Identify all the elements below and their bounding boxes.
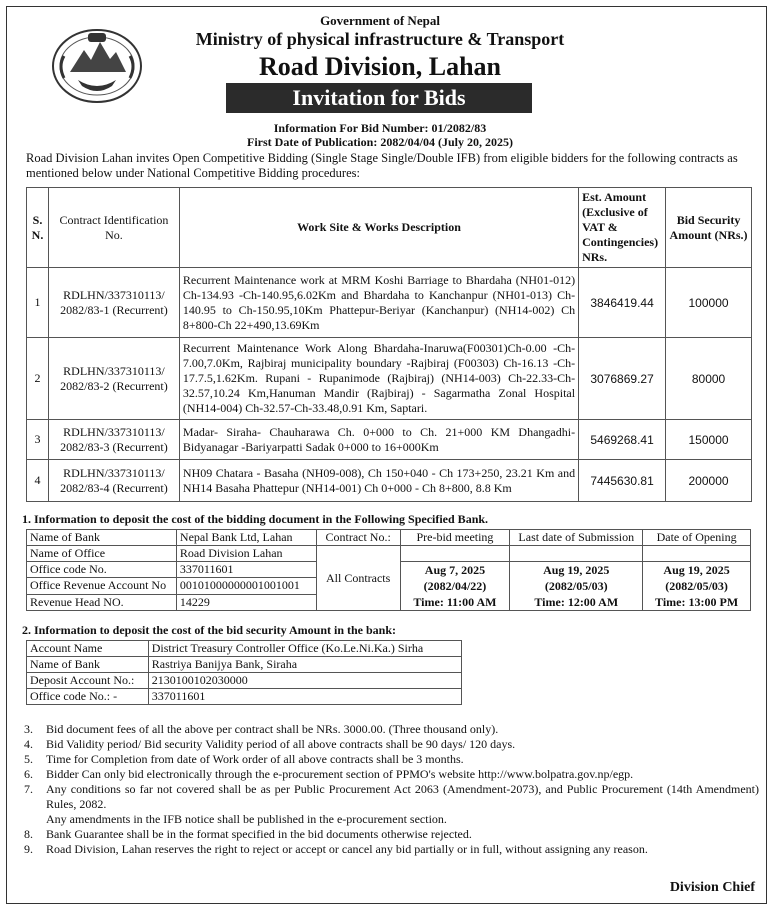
ministry-line: Ministry of physical infrastructure & Transport [195,29,565,49]
row-bid-security: 100000 [666,268,752,338]
row-sn: 1 [27,268,49,338]
note-text: Bank Guarantee shall be in the format specified in the bid documents otherwise rejected. [46,827,472,841]
value-office-code: 337011601 [148,689,461,705]
row-description: Recurrent Maintenance work at MRM Koshi Barriage to Bhardaha (NH01-012) Ch-134.93 -Ch-140.95,6.02Km and Bhardaha to Kanchanpur (NH01-013) Ch-140.95 to Ch-150.95,10Km Phattepur-Beriyar (Kanchanpur) (NH14-002) Ch 8+800-Ch 22+490,13.69Km [179,268,578,338]
office-title: Road Division, Lahan [258,52,502,81]
value-revenue-head: 14229 [176,594,316,610]
value-bank-name: Nepal Bank Ltd, Lahan [176,530,316,546]
bid-security-bank-table [26,640,462,705]
table-row [27,546,751,562]
table-row [27,420,752,460]
row-description: Recurrent Maintenance Work Along Bhardaha-Inaruwa(F00301)Ch-0.00 -Ch-7.00,7.0Km, Rajbiraj municipality boundary -Rajbiraj (F00303) Ch-16.13 -Ch-17.7.5,1.62Km. Rupani - Rupanimode (Rajbiraj) (NH14-003) Ch-22.33-Ch-32.57,10.24 Km,Hanuman Mandir (Rajbiraj) - Sagarmatha Zonal Hospital (NH14-004) Ch-32.57-Ch-33.48,0.91 Km, Saptari. [179,338,578,420]
value-office-code: 337011601 [176,562,316,578]
note-text: Bid Validity period/ Bid security Validity period of all above contracts shall be 90 days/ 120 days. [46,737,516,751]
table-row [27,338,752,420]
note-text: Any amendments in the IFB notice shall be published in the e-procurement section. [46,812,447,826]
note-number: 6. [24,767,33,781]
row-sn: 3 [27,420,49,460]
note-number: 5. [24,752,33,766]
label-submission: Last date of Submission [510,530,643,546]
note-number: 8. [24,827,33,841]
list-item [24,827,759,842]
publication-date: First Date of Publication: 2082/04/04 (July 20, 2025) [247,135,513,149]
row-contract-id: RDLHN/337310113/ 2082/83-4 (Recurrent) [48,460,179,502]
row-contract-id: RDLHN/337310113/ 2082/83-2 (Recurrent) [48,338,179,420]
label-bank-name: Name of Bank [27,530,177,546]
list-item [24,782,759,812]
label-prebid: Pre-bid meeting [400,530,510,546]
value-revenue-account: 00101000000001001001 [176,578,316,594]
value-account-name: District Treasury Controller Office (Ko.Le.Ni.Ka.) Sirha [148,641,461,657]
list-item [24,842,759,857]
submission-date: Aug 19, 2025 [543,563,610,577]
note-text: Time for Completion from date of Work order of all above contracts shall be 3 months. [46,752,464,766]
submission-date-cell [510,562,643,611]
empty-cell [643,546,751,562]
table-row [27,657,462,673]
header-sn: S. N. [27,188,49,268]
table-row [27,460,752,502]
note-number: 7. [24,782,33,796]
opening-time: Time: 13:00 PM [655,595,739,609]
value-bank-name: Rastriya Banijya Bank, Siraha [148,657,461,673]
section2-title: 2. Information to deposit the cost of the bid security Amount in the bank: [22,623,397,637]
row-description: NH09 Chatara - Basaha (NH09-008), Ch 150+040 - Ch 173+250, 23.21 Km and NH14 Basaha Phattepur (NH14-001) Ch 0+000 - Ch 8+800, 8.8 Km [179,460,578,502]
table-row [27,268,752,338]
list-item [24,722,759,737]
row-sn: 4 [27,460,49,502]
table-row [27,530,751,546]
nepal-emblem-icon [50,26,144,104]
row-contract-id: RDLHN/337310113/ 2082/83-3 (Recurrent) [48,420,179,460]
government-line: Government of Nepal [320,13,440,28]
label-opening: Date of Opening [643,530,751,546]
submission-time: Time: 12:00 AM [534,595,619,609]
invitation-banner: Invitation for Bids [226,83,532,113]
prebid-time: Time: 11:00 AM [413,595,497,609]
note-number: 9. [24,842,33,856]
row-est-amount: 3846419.44 [579,268,666,338]
bank-info-table [26,529,751,611]
list-item [24,737,759,752]
header-contract-id: Contract Identification No. [48,188,179,268]
header-est-amount: Est. Amount (Exclusive of VAT & Contingencies) NRs. [579,188,666,268]
empty-cell [400,546,510,562]
row-contract-id: RDLHN/337310113/ 2082/83-1 (Recurrent) [48,268,179,338]
header-description: Work Site & Works Description [179,188,578,268]
prebid-nepali-date: (2082/04/22) [423,579,487,593]
note-number: 3. [24,722,33,736]
label-revenue-head: Revenue Head NO. [27,594,177,610]
intro-paragraph: Road Division Lahan invites Open Competitive Bidding (Single Stage Single/Double IFB) from eligible bidders for the following contracts as mentioned below under National Competitive Bidding procedures: [26,151,738,180]
table-row [27,689,462,705]
row-bid-security: 200000 [666,460,752,502]
signature-title: Division Chief [669,880,755,895]
section1-title: 1. Information to deposit the cost of the bidding document in the Following Specified Bank. [22,512,489,526]
label-office-name: Name of Office [27,546,177,562]
opening-date-cell [643,562,751,611]
list-item [24,767,759,782]
opening-nepali-date: (2082/05/03) [665,579,728,593]
contracts-table [26,187,752,502]
row-est-amount: 7445630.81 [579,460,666,502]
row-est-amount: 3076869.27 [579,338,666,420]
note-text: Bidder Can only bid electronically through the e-procurement section of PPMO's website http://www.bolpatra.gov.np/egp. [46,767,634,781]
list-item [24,752,759,767]
row-description: Madar- Siraha- Chauharawa Ch. 0+000 to Ch. 21+000 KM Dhangadhi-Bidyanagar -Bariyarpatti Sadak 0+000 to 16+000Km [179,420,578,460]
label-deposit-account: Deposit Account No.: [27,673,149,689]
table-row [27,641,462,657]
value-contracts: All Contracts [316,546,400,611]
label-office-code: Office code No.: - [27,689,149,705]
label-revenue-account: Office Revenue Account No [27,578,177,594]
opening-date: Aug 19, 2025 [663,563,730,577]
row-bid-security: 80000 [666,338,752,420]
bid-number: Information For Bid Number: 01/2082/83 [273,121,487,135]
label-bank-name: Name of Bank [27,657,149,673]
note-number [24,812,46,827]
prebid-date-cell [400,562,510,611]
prebid-date: Aug 7, 2025 [424,563,486,577]
label-office-code: Office code No. [27,562,177,578]
note-text: Bid document fees of all the above per contract shall be NRs. 3000.00. (Three thousand only). [46,722,499,736]
table-header-row [27,188,752,268]
submission-nepali-date: (2082/05/03) [544,579,608,593]
row-sn: 2 [27,338,49,420]
empty-cell [510,546,643,562]
value-office-name: Road Division Lahan [176,546,316,562]
notes-list [24,722,759,857]
row-est-amount: 5469268.41 [579,420,666,460]
label-contract-no: Contract No.: [316,530,400,546]
note-text: Any conditions so far not covered shall be as per Public Procurement Act 2063 (Amendment-2073), and Public Procurement (14th Amendment) Rules, 2082. [46,782,759,811]
note-number: 4. [24,737,33,751]
list-item [24,812,759,827]
label-account-name: Account Name [27,641,149,657]
note-text: Road Division, Lahan reserves the right to reject or accept or cancel any bid partially or in full, without assigning any reason. [46,842,648,856]
value-deposit-account: 2130100102030000 [148,673,461,689]
header-bid-security: Bid Security Amount (NRs.) [666,188,752,268]
row-bid-security: 150000 [666,420,752,460]
table-row [27,673,462,689]
